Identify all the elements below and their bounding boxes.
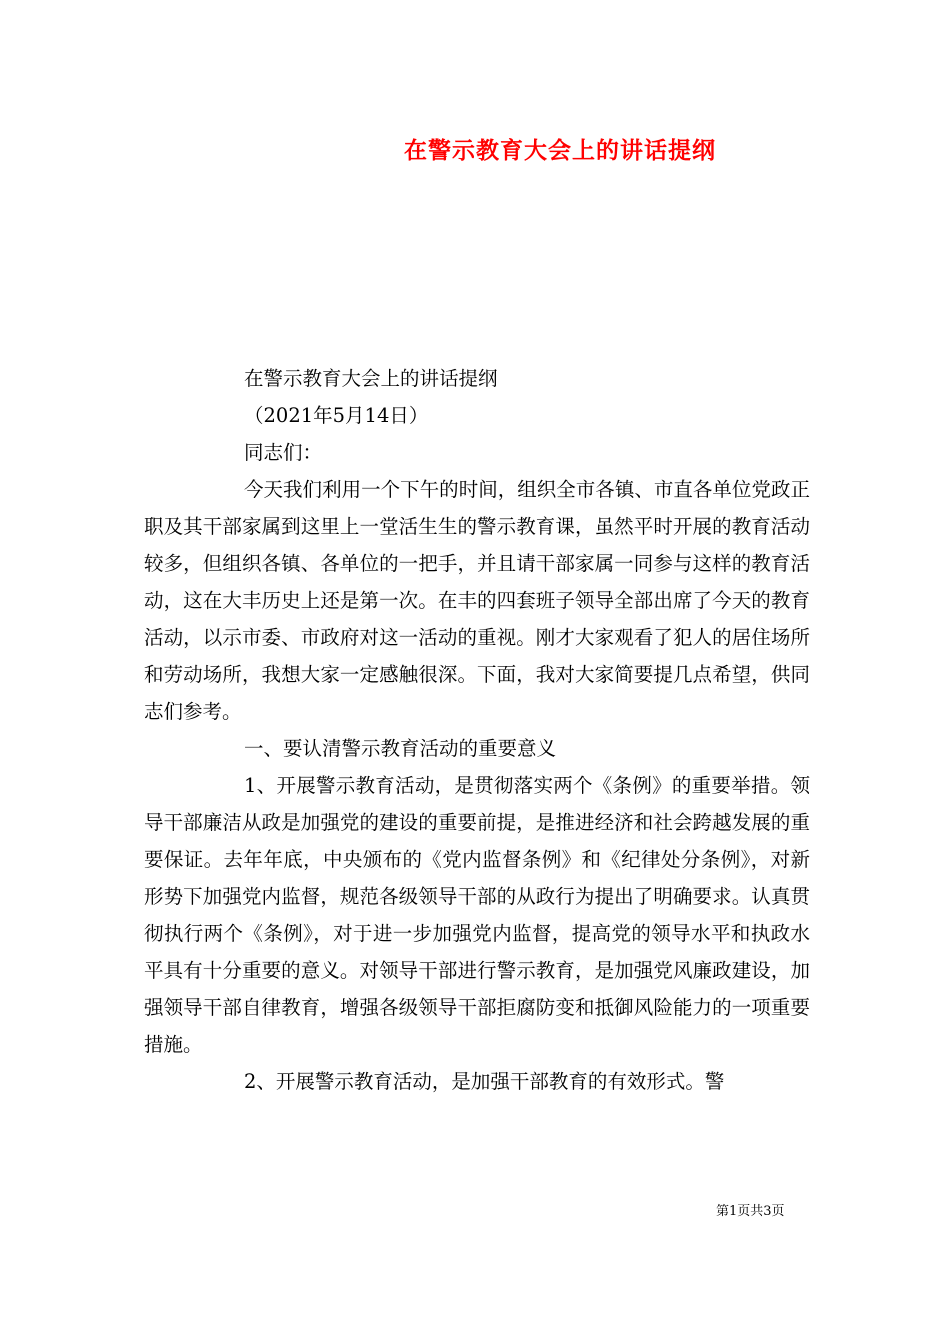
document-title: 在警示教育大会上的讲话提纲 [404,137,716,164]
speech-subtitle: 在警示教育大会上的讲话提纲 [244,367,498,390]
paragraph-intro: 今天我们利用一个下午的时间，组织全市各镇、市直各单位党政正职及其干部家属到这里上一堂活生生的警示教育课，虽然平时开展的教育活动较多，但组织各镇、各单位的一把手，并且请干部家属一同参与这样的教育活动，这在大丰历史上还是第一次。在丰的四套班子领导全部出席了今天的教育活动，以示市委、市政府对这一活动的重视。刚才大家观看了犯人的居住场所和劳动场所，我想大家一定感触很深。下面，我对大家简要提几点希望，供同志们参考。 [144,478,810,723]
speech-date: （2021年5月14日） [244,404,429,427]
document-body [144,360,810,1100]
paragraph-point-2: 2、开展警示教育活动，是加强干部教育的有效形式。警 [244,1070,725,1093]
page-number-footer: 第1页共3页 [716,1204,785,1219]
section-heading-1: 一、要认清警示教育活动的重要意义 [244,737,557,760]
greeting: 同志们： [244,441,323,464]
paragraph-point-1: 1、开展警示教育活动，是贯彻落实两个《条例》的重要举措。领导干部廉洁从政是加强党的建设的重要前提，是推进经济和社会跨越发展的重要保证。去年年底，中央颁布的《党内监督条例》和《纪律处分条例》，对新形势下加强党内监督，规范各级领导干部的从政行为提出了明确要求。认真贯彻执行两个《条例》，对于进一步加强党内监督，提高党的领导水平和执政水平具有十分重要的意义。对领导干部进行警示教育，是加强党风廉政建设，加强领导干部自律教育，增强各级领导干部拒腐防变和抵御风险能力的一项重要措施。 [144,774,810,1056]
